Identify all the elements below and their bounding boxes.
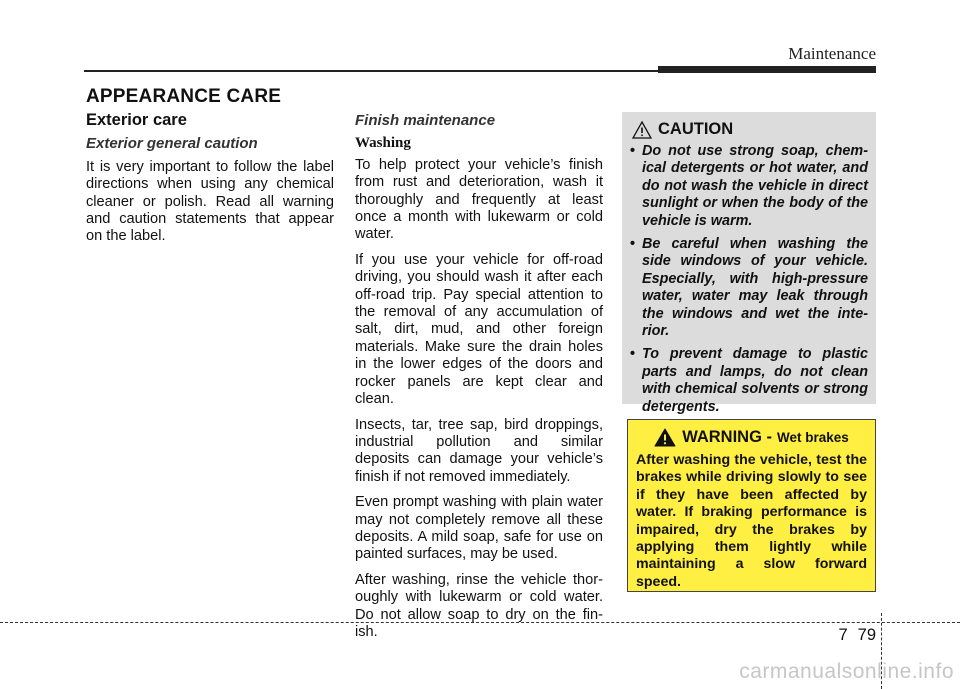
footer-divider [0, 622, 960, 623]
exterior-care-column [86, 112, 334, 254]
bullet-icon: • [630, 143, 636, 159]
washing-paragraph-3: Insects, tar, tree sap, bird droppings, industrial pollution and similar deposits can damage your vehicle’s finish if not removed immediately. [355, 416, 603, 485]
page-number [838, 626, 876, 645]
finish-maintenance-heading: Finish maintenance [355, 112, 496, 129]
caution-header [632, 120, 868, 139]
washing-subheading: Washing [355, 135, 411, 152]
finish-maintenance-column [355, 112, 603, 649]
warning-header [636, 428, 867, 447]
header-title: Maintenance [788, 44, 876, 63]
caution-list [630, 143, 868, 416]
warning-subtitle: Wet brakes [777, 430, 849, 445]
washing-paragraph-2: If you use your vehicle for off-road driving, you should wash it after each off-road trip. Pay special attention to the removal of any accumulation of salt, dirt, mud, and other foreign materials. Make sure the drain holes in the lower edges of the doors and rocker panels are kept clear and clean. [355, 251, 603, 408]
bullet-icon: • [630, 346, 636, 363]
caution-triangle-icon [632, 121, 652, 139]
warning-title: WARNING - [682, 428, 773, 446]
bullet-icon: • [630, 236, 636, 253]
caution-item: • Be careful when washing the side windows of your vehicle. Especially, with high-pressure water, water may leak through the windows and wet the inte-rior. [630, 236, 868, 340]
exterior-caution-subheading: Exterior general caution [86, 135, 258, 153]
caution-title: CAUTION [658, 120, 734, 138]
header-accent-bar [658, 66, 876, 73]
washing-paragraph-5: After washing, rinse the vehicle thor-oughly with lukewarm or cold water. Do not allow soap to dry on the fin-ish. [355, 571, 603, 640]
washing-paragraph-1: To help protect your vehicle’s finish from rust and deterioration, wash it thoroughly and frequently at least once a month with lukewarm or cold water. [355, 156, 603, 243]
exterior-care-heading: Exterior care [86, 111, 187, 129]
watermark: carmanualsonline.info [739, 660, 954, 683]
warning-box [627, 419, 876, 592]
caution-item: • To prevent damage to plastic parts and lamps, do not clean with chemical solvents or strong detergents. [630, 346, 868, 415]
section-title: APPEARANCE CARE [86, 86, 282, 107]
page-number-value: 79 [857, 626, 876, 644]
caution-box [622, 112, 876, 415]
exterior-caution-paragraph: It is very important to follow the label directions when using any chemical cleaner or polish. Read all warning and caution statements that appear on the label. [86, 158, 334, 245]
warning-triangle-icon [654, 428, 676, 447]
washing-paragraph-4: Even prompt washing with plain water may not completely remove all these deposits. A mild soap, safe for use on painted surfaces, may be used. [355, 494, 603, 563]
caution-item: • Do not use strong soap, chem-ical detergents or hot water, and do not wash the vehicle in direct sunlight or when the body of the vehicle is warm. [630, 143, 868, 229]
chapter-number: 7 [838, 626, 848, 644]
warning-body: After washing the vehicle, test the brakes while driving slowly to see if they have been affected by water. If braking performance is impaired, dry the brakes by applying them lightly while maintaining a slow forward speed. [636, 452, 867, 590]
